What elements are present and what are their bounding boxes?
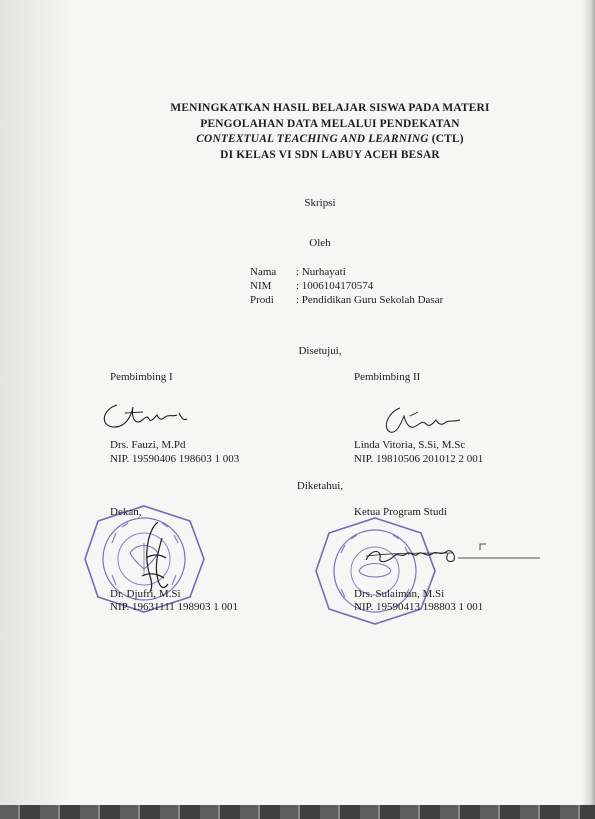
signature-sulaiman-icon	[360, 540, 550, 570]
prodi-value: : Pendidikan Guru Sekolah Dasar	[296, 294, 444, 306]
title-line-1: MENINGKATKAN HASIL BELAJAR SISWA PADA MATERI	[170, 102, 490, 114]
name-label: Nama	[250, 266, 277, 278]
advisor2-nip: NIP. 19810506 201012 2 001	[354, 453, 484, 465]
prodi-row	[250, 293, 443, 307]
signature-fauzi-icon	[95, 395, 195, 435]
title-line-2: PENGOLAHAN DATA MELALUI PENDEKATAN	[200, 117, 460, 130]
signature-linda-icon	[370, 402, 470, 438]
title-line-3-suffix: (CTL)	[428, 133, 464, 145]
dean-name: Dr. Djufri, M.Si	[110, 588, 181, 600]
name-value: : Nurhayati	[296, 266, 346, 278]
nim-row	[250, 279, 443, 293]
prodi-label: Prodi	[250, 294, 274, 306]
nim-value: : 1006104170574	[296, 280, 374, 292]
advisor2-name: Linda Vitoria, S.Si, M.Sc	[354, 439, 466, 451]
approval-heading: Disetujui,	[298, 345, 342, 357]
dean-role: Dekan,	[110, 506, 142, 518]
title-line-3	[100, 132, 560, 148]
author-identity	[250, 265, 443, 307]
advisor1-nip: NIP. 19590406 198603 1 003	[110, 453, 240, 465]
dean-nip: NIP. 19631111 198903 1 001	[110, 601, 239, 613]
title-line-3-italic: CONTEXTUAL TEACHING AND LEARNING	[196, 133, 429, 145]
scan-left-shadow	[0, 0, 70, 819]
document-title	[100, 101, 560, 163]
nim-label: NIM	[250, 280, 272, 292]
signature-djufri-icon	[128, 518, 178, 598]
acknowledgement-heading: Diketahui,	[296, 480, 344, 492]
advisor1-name: Drs. Fauzi, M.Pd	[110, 439, 186, 451]
by-label: Oleh	[309, 237, 331, 249]
title-line-4: DI KELAS VI SDN LABUY ACEH BESAR	[220, 148, 440, 161]
name-row	[250, 265, 443, 279]
scan-right-edge	[581, 0, 595, 819]
head-nip: NIP. 19590413 198803 1 001	[354, 601, 484, 613]
advisor2-role: Pembimbing II	[354, 371, 421, 383]
head-role: Ketua Program Studi	[354, 506, 447, 518]
scan-bottom-strip	[0, 805, 595, 819]
head-name: Drs. Sulaiman, M.Si	[354, 588, 445, 600]
document-type: Skripsi	[304, 197, 336, 209]
advisor1-role: Pembimbing I	[110, 371, 173, 383]
